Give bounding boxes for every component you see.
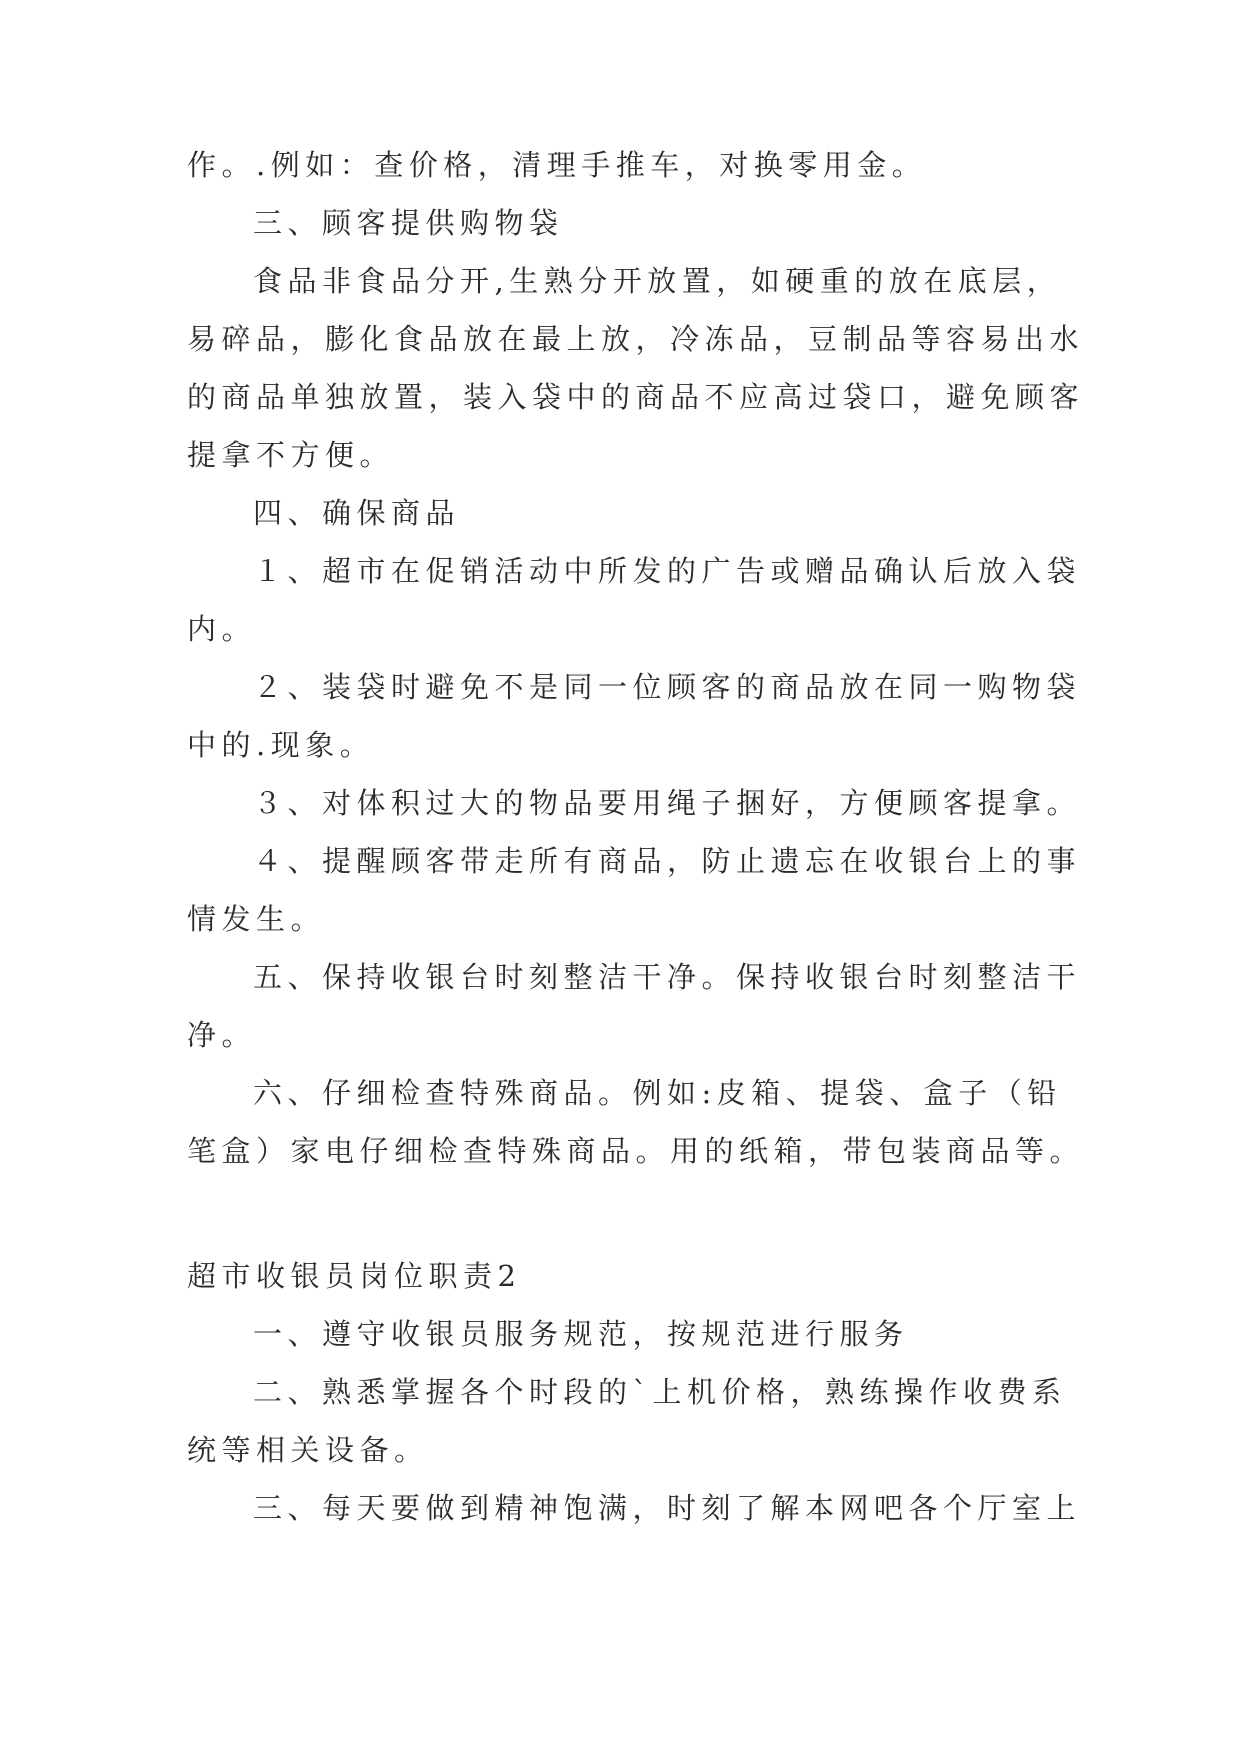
paragraph-line: 统等相关设备。	[187, 1433, 429, 1467]
paragraph-line: 情发生。	[187, 902, 326, 936]
paragraph-line: 三、每天要做到精神饱满，时刻了解本网吧各个厅室上	[253, 1491, 1082, 1525]
paragraph-line: 的商品单独放置，装入袋中的商品不应高过袋口，避免顾客	[187, 380, 1085, 414]
paragraph-line: 笔盒）家电仔细检查特殊商品。用的纸箱，带包装商品等。	[187, 1134, 1085, 1168]
section-heading: 三、顾客提供购物袋	[253, 206, 564, 240]
paragraph-line: 内。	[187, 612, 257, 646]
paragraph-line: 净。	[187, 1018, 257, 1052]
paragraph-line: 易碎品，膨化食品放在最上放，冷冻品，豆制品等容易出水	[187, 322, 1085, 356]
paragraph-line: 二、熟悉掌握各个时段的`上机价格，熟练操作收费系	[253, 1375, 1067, 1409]
paragraph-line: 五、保持收银台时刻整洁干净。保持收银台时刻整洁干	[253, 960, 1082, 994]
paragraph-line: ２、装袋时避免不是同一位顾客的商品放在同一购物袋	[253, 670, 1082, 704]
document-title: 超市收银员岗位职责2	[187, 1259, 522, 1293]
paragraph-line: 六、仔细检查特殊商品。例如:皮箱、提袋、盒子（铅	[253, 1076, 1062, 1110]
paragraph-line: 食品非食品分开,生熟分开放置，如硬重的放在底层，	[253, 264, 1062, 298]
paragraph-line: ３、对体积过大的物品要用绳子捆好，方便顾客提拿。	[253, 786, 1082, 820]
section-heading: 四、确保商品	[253, 496, 461, 530]
paragraph-line: 作。.例如：查价格，清理手推车，对换零用金。	[187, 148, 927, 182]
paragraph-line: ４、提醒顾客带走所有商品，防止遗忘在收银台上的事	[253, 844, 1082, 878]
paragraph-line: 中的.现象。	[187, 728, 375, 762]
paragraph-line: 提拿不方便。	[187, 438, 395, 472]
paragraph-line: １、超市在促销活动中所发的广告或赠品确认后放入袋	[253, 554, 1082, 588]
paragraph-line: 一、遵守收银员服务规范，按规范进行服务	[253, 1317, 909, 1351]
